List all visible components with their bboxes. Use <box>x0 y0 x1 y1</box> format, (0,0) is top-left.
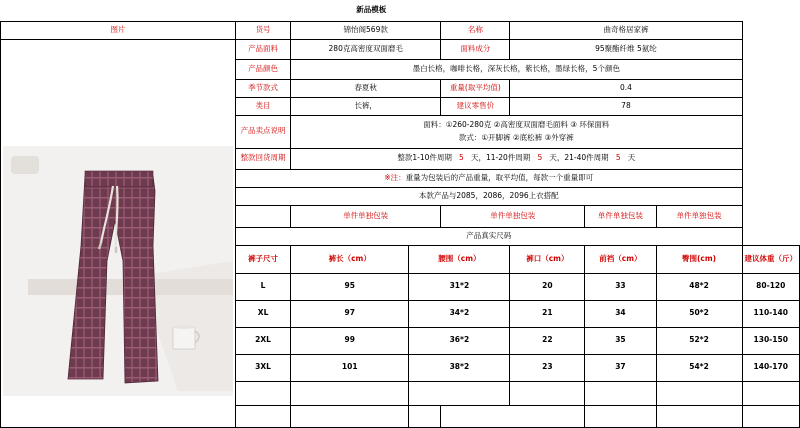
selling-line-1: 面料：①260-280克 ②高密度双面磨毛面料 ③ 环保面料 <box>423 120 610 130</box>
size-header-4: 前裆（cm） <box>585 245 656 273</box>
size-cell: 54*2 <box>656 354 742 381</box>
packaging-label-3: 单件单独包装 <box>585 205 656 227</box>
size-cell: 80-120 <box>742 273 800 300</box>
note-text: 重量为包装后的产品重量，取平均值，每款一个重量即可 <box>405 172 594 182</box>
size-cell: 110-140 <box>742 300 800 327</box>
size-cell: 140-170 <box>742 354 800 381</box>
size-cell: 95 <box>291 273 409 300</box>
cycle-text-3: 天，21-40件周期 <box>549 153 609 163</box>
size-cell: 99 <box>291 327 409 354</box>
cycle-days-1: 5 <box>459 153 464 163</box>
price-value: 78 <box>510 97 742 115</box>
category-value: 长裤， <box>291 97 441 115</box>
empty-cell <box>291 381 409 405</box>
size-cell: 21 <box>510 300 585 327</box>
empty-cell <box>742 405 800 427</box>
empty-cell <box>742 381 800 405</box>
picture-label: 图片 <box>1 21 236 39</box>
note-row <box>236 169 743 187</box>
size-cell: 101 <box>291 354 409 381</box>
weight-value: 0.4 <box>510 79 742 97</box>
empty-cell <box>291 405 409 427</box>
empty-cell <box>585 381 656 405</box>
size-header-3: 裤口（cm） <box>510 245 585 273</box>
cycle-days-3: 5 <box>615 153 621 163</box>
composition-label: 面料成分 <box>441 39 510 59</box>
fabric-value: 280克高密度双面磨毛 <box>291 39 441 59</box>
selling-line-2: 款式：①开脚裤 ②底松裤 ③外穿裤 <box>458 132 574 142</box>
empty-cell <box>656 381 742 405</box>
pants-photo <box>3 61 233 406</box>
cycle-text-4: 天 <box>627 153 636 163</box>
cycle-text-1: 整款1-10件周期 <box>397 153 452 163</box>
size-cell: 23 <box>510 354 585 381</box>
cycle-label: 整款回货周期 <box>236 148 291 169</box>
cycle-days-2: 5 <box>537 153 543 163</box>
product-photo-cell <box>1 39 236 427</box>
size-cell: XL <box>236 300 291 327</box>
season-label: 季节款式 <box>236 79 291 97</box>
size-section-title: 产品真实尺码 <box>236 227 743 245</box>
name-value: 曲奇格居家裤 <box>510 21 742 39</box>
size-cell: 3XL <box>236 354 291 381</box>
size-cell: 52*2 <box>656 327 742 354</box>
size-header-6: 建议体重（斤） <box>742 245 800 273</box>
matching-models: 本款产品与2085，2086，2096上衣搭配 <box>236 187 743 205</box>
weight-label: 重量(取平均值) <box>441 79 510 97</box>
size-cell: 35 <box>585 327 656 354</box>
cycle-value <box>291 148 742 169</box>
composition-value: 95聚酯纤维 5氨纶 <box>510 39 742 59</box>
empty-cell <box>236 405 291 427</box>
packaging-label-2: 单件单独包装 <box>441 205 585 227</box>
size-header-2: 腰围（cm） <box>409 245 510 273</box>
selling-points-label: 产品卖点说明 <box>236 115 291 148</box>
size-header-1: 裤长（cm） <box>291 245 409 273</box>
price-label: 建议零售价 <box>441 97 510 115</box>
color-value: 墨白长格，咖啡长格，深灰长格，紫长格，墨绿长格，5个颜色 <box>291 59 742 79</box>
size-cell: 130-150 <box>742 327 800 354</box>
sheet-title: 新品模板 <box>356 5 387 15</box>
size-cell: 20 <box>510 273 585 300</box>
cycle-text-2: 天，11-20件周期 <box>470 153 531 163</box>
empty-cell <box>409 381 510 405</box>
size-cell: 50*2 <box>656 300 742 327</box>
size-cell: 37 <box>585 354 656 381</box>
size-cell: 48*2 <box>656 273 742 300</box>
sku-label: 货号 <box>236 21 291 39</box>
note-prefix: ※注： <box>384 172 406 182</box>
empty-cell <box>409 405 441 427</box>
fabric-label: 产品面料 <box>236 39 291 59</box>
category-label: 类目 <box>236 97 291 115</box>
empty-cell <box>585 405 656 427</box>
size-cell: 31*2 <box>409 273 510 300</box>
empty-cell <box>236 205 291 227</box>
size-cell: L <box>236 273 291 300</box>
size-cell: 34*2 <box>409 300 510 327</box>
size-cell: 38*2 <box>409 354 510 381</box>
packaging-label-4: 单件单独包装 <box>656 205 742 227</box>
sku-value: 锦怡阁569款 <box>291 21 441 39</box>
empty-cell <box>441 405 585 427</box>
selling-points-cell <box>291 115 742 148</box>
size-cell: 22 <box>510 327 585 354</box>
size-cell: 97 <box>291 300 409 327</box>
season-value: 春夏秋 <box>291 79 441 97</box>
empty-cell <box>656 405 742 427</box>
size-cell: 36*2 <box>409 327 510 354</box>
size-header-5: 臀围(cm) <box>656 245 742 273</box>
name-label: 名称 <box>441 21 510 39</box>
size-cell: 34 <box>585 300 656 327</box>
size-header-0: 裤子尺寸 <box>236 245 291 273</box>
color-label: 产品颜色 <box>236 59 291 79</box>
empty-cell <box>236 381 291 405</box>
packaging-label-1: 单件单独包装 <box>291 205 441 227</box>
empty-cell <box>510 381 585 405</box>
size-cell: 2XL <box>236 327 291 354</box>
size-cell: 33 <box>585 273 656 300</box>
